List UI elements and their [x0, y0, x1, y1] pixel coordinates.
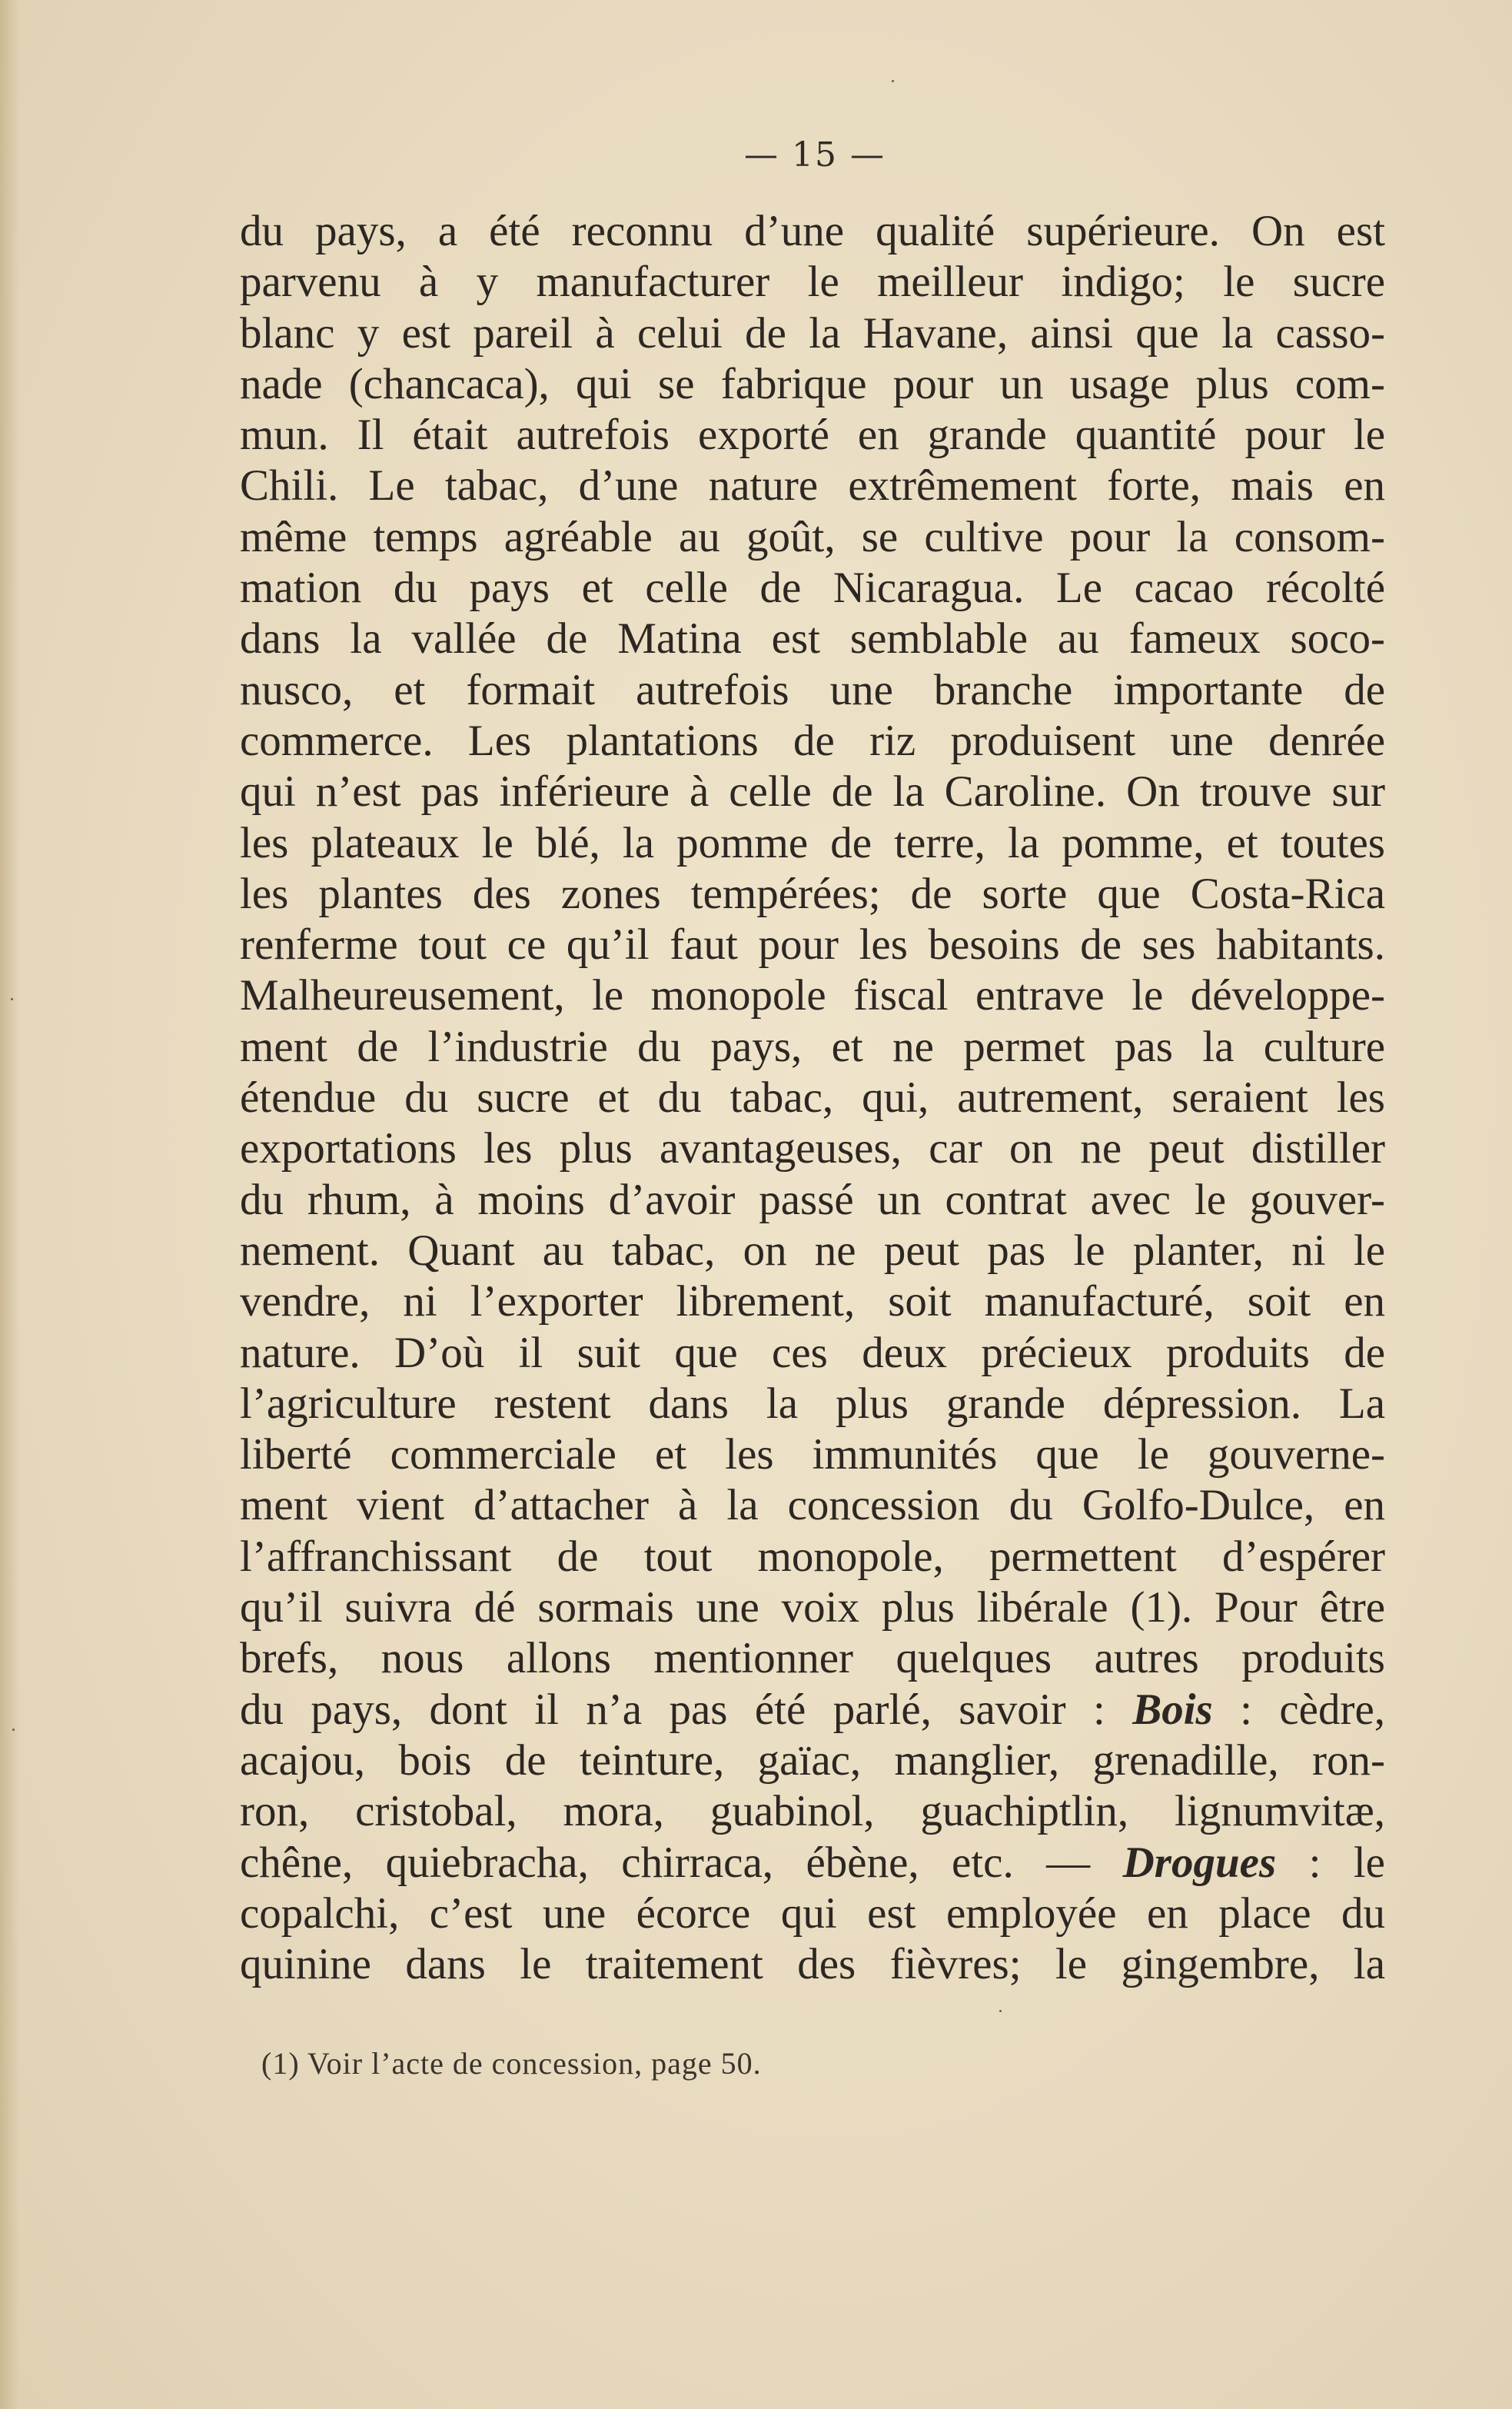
page-number: — 15 —: [744, 135, 886, 175]
text-line: l’agriculture restent dans la plus grande dépression. La: [240, 1379, 1385, 1428]
text-line: renferme tout ce qu’il faut pour les besoins de ses habitants.: [240, 920, 1385, 970]
text-line: nade (chancaca), qui se fabrique pour un usage plus com-: [240, 359, 1385, 408]
text-line: commerce. Les plantations de riz produisent une denrée: [240, 716, 1385, 765]
text-line: mation du pays et celle de Nicaragua. Le cacao récolté: [240, 564, 1385, 613]
paper-speck: [12, 1729, 15, 1731]
text-line: du pays, a été reconnu d’une qualité supérieure. On est: [240, 207, 1385, 255]
text-line: étendue du sucre et du tabac, qui, autrement, seraient les: [240, 1073, 1385, 1123]
footnote: (1) Voir l’acte de concession, page 50.: [261, 2046, 762, 2081]
line-segment: du pays, dont il n’a pas été parlé, savoir :: [240, 1685, 1133, 1734]
text-line: même temps agréable au goût, se cultive pour la consom-: [240, 512, 1385, 561]
text-line: qu’il suivra dé sormais une voix plus libérale (1). Pour être: [240, 1583, 1385, 1632]
text-line: nement. Quant au tabac, on ne peut pas le planter, ni le: [240, 1226, 1385, 1275]
text-line: Malheureusement, le monopole fiscal entrave le développe-: [240, 971, 1385, 1020]
text-line: qui n’est pas inférieure à celle de la Caroline. On trouve sur: [240, 767, 1385, 817]
text-line: parvenu à y manufacturer le meilleur indigo; le sucre: [240, 258, 1385, 307]
text-line: les plateaux le blé, la pomme de terre, la pomme, et toutes: [240, 818, 1385, 867]
text-line: blanc y est pareil à celui de la Havane, ainsi que la casso-: [240, 308, 1385, 358]
paper-speck: [999, 2010, 1002, 2012]
paper-speck: [11, 998, 13, 1000]
text-line: ment vient d’attacher à la concession du Golfo-Dulce, en: [240, 1481, 1385, 1530]
text-line: ment de l’industrie du pays, et ne permet pas la culture: [240, 1022, 1385, 1071]
text-line: nusco, et formait autrefois une branche importante de: [240, 665, 1385, 714]
line-segment: chêne, quiebracha, chirraca, ébène, etc. —: [240, 1838, 1123, 1887]
italic-term: Bois: [1132, 1685, 1213, 1734]
line-segment: : cèdre,: [1212, 1685, 1385, 1734]
text-line: vendre, ni l’exporter librement, soit manufacturé, soit en: [240, 1277, 1385, 1326]
body-text: [240, 206, 1385, 1990]
text-line: du rhum, à moins d’avoir passé un contrat avec le gouver-: [240, 1175, 1385, 1224]
text-line: les plantes des zones tempérées; de sorte que Costa-Rica: [240, 869, 1385, 918]
text-line: copalchi, c’est une écorce qui est employée en place du: [240, 1888, 1385, 1938]
italic-term: Drogues: [1122, 1838, 1277, 1887]
text-line: acajou, bois de teinture, gaïac, manglier, grenadille, ron-: [240, 1735, 1385, 1785]
page-gutter-shadow: [0, 0, 20, 2409]
text-line: nature. D’où il suit que ces deux précieux produits de: [240, 1328, 1385, 1377]
paper-speck: [892, 80, 894, 82]
text-line: [240, 1685, 1385, 1735]
text-line: Chili. Le tabac, d’une nature extrêmement forte, mais en: [240, 461, 1385, 511]
text-line: exportations les plus avantageuses, car on ne peut distiller: [240, 1124, 1385, 1173]
text-line: brefs, nous allons mentionner quelques autres produits: [240, 1634, 1385, 1683]
text-line: quinine dans le traitement des fièvres; le gingembre, la: [240, 1940, 1385, 1989]
text-line: l’affranchissant de tout monopole, permettent d’espérer: [240, 1532, 1385, 1581]
line-segment: : le: [1276, 1838, 1385, 1887]
text-line: liberté commerciale et les immunités que le gouverne-: [240, 1430, 1385, 1479]
text-line: mun. Il était autrefois exporté en grande quantité pour le: [240, 411, 1385, 460]
text-line: ron, cristobal, mora, guabinol, guachiptlin, lignumvitæ,: [240, 1787, 1385, 1836]
text-line: [240, 1838, 1385, 1888]
text-line: dans la vallée de Matina est semblable au fameux soco-: [240, 614, 1385, 664]
